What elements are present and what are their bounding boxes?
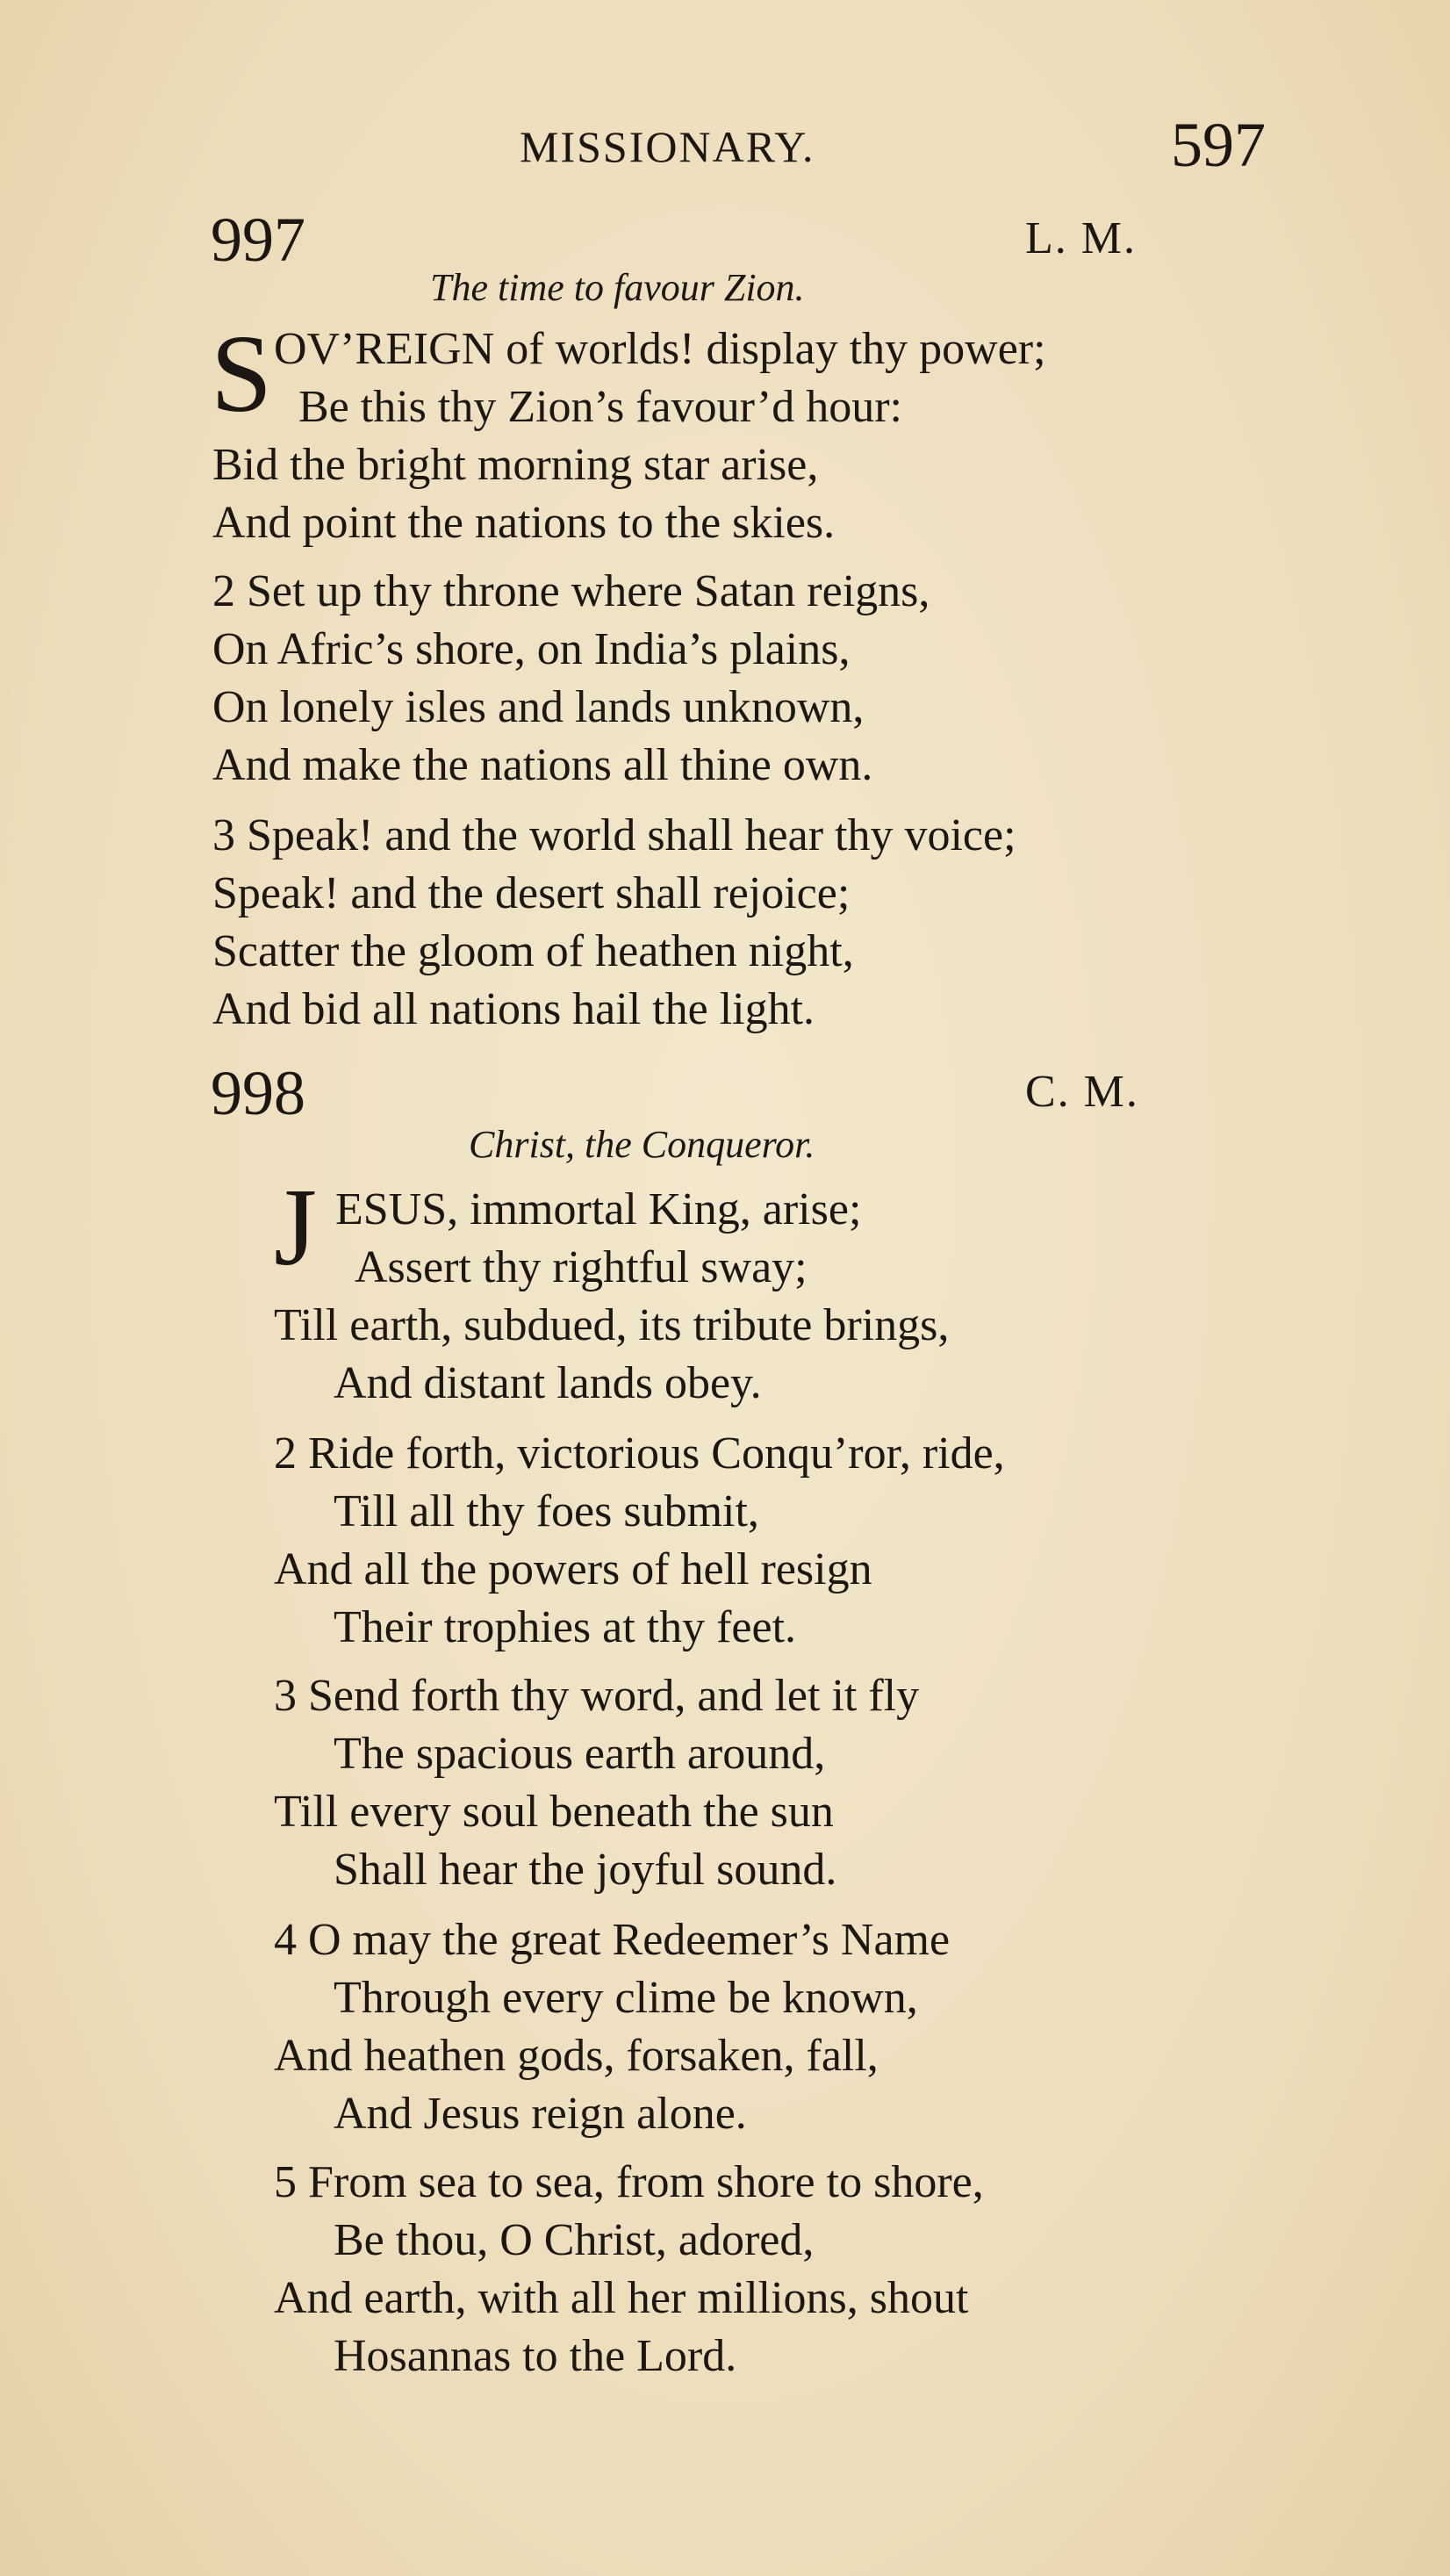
- hymn-line: On Afric’s shore, on India’s plains,: [212, 624, 851, 674]
- hymn-meter: C. M.: [1025, 1067, 1139, 1117]
- hymn-line: Be thou, O Christ, adored,: [334, 2215, 815, 2265]
- hymn-line: Their trophies at thy feet.: [334, 1602, 797, 1652]
- hymn-line: 2 Ride forth, victorious Conqu’ror, ride,: [274, 1428, 1005, 1479]
- hymn-line: Through every clime be known,: [334, 1973, 918, 2023]
- hymn-line: Be this thy Zion’s favour’d hour:: [298, 382, 902, 432]
- hymn-line: And earth, with all her millions, shout: [274, 2273, 969, 2323]
- hymn-title: The time to favour Zion.: [430, 266, 805, 309]
- running-head: MISSIONARY.: [520, 122, 815, 171]
- page-number: 597: [1171, 110, 1266, 180]
- hymn-line: 5 From sea to sea, from shore to shore,: [274, 2157, 984, 2207]
- hymn-line: And heathen gods, forsaken, fall,: [274, 2031, 879, 2081]
- hymn-line: 3 Speak! and the world shall hear thy voice;: [212, 810, 1016, 860]
- hymn-title: Christ, the Conqueror.: [469, 1123, 815, 1166]
- hymn-line: And make the nations all thine own.: [212, 740, 873, 790]
- hymn-line: Shall hear the joyful sound.: [334, 1845, 837, 1895]
- hymn-number: 998: [211, 1058, 305, 1128]
- hymn-line: 2 Set up thy throne where Satan reigns,: [212, 566, 930, 616]
- hymn-line: The spacious earth around,: [334, 1729, 826, 1779]
- hymn-line: And bid all nations hail the light.: [212, 984, 815, 1034]
- hymn-line: Speak! and the desert shall rejoice;: [212, 868, 851, 918]
- hymn-line: Till every soul beneath the sun: [274, 1787, 834, 1837]
- hymn-line: OV’REIGN of worlds! display thy power;: [274, 324, 1046, 374]
- hymn-line: ESUS, immortal King, arise;: [335, 1184, 862, 1234]
- hymn-number: 997: [211, 205, 305, 275]
- hymn-meter: L. M.: [1025, 213, 1137, 263]
- hymn-line: Assert thy rightful sway;: [355, 1242, 808, 1292]
- hymn-line: Scatter the gloom of heathen night,: [212, 926, 854, 976]
- hymn-line: Till earth, subdued, its tribute brings,: [274, 1300, 950, 1350]
- hymn-line: 3 Send forth thy word, and let it fly: [274, 1671, 920, 1721]
- hymn-line: Bid the bright morning star arise,: [212, 440, 819, 490]
- hymn-line: 4 O may the great Redeemer’s Name: [274, 1915, 951, 1965]
- drop-cap: S: [211, 313, 273, 435]
- drop-cap: J: [274, 1167, 318, 1289]
- hymn-line: And distant lands obey.: [334, 1358, 762, 1408]
- hymn-line: Till all thy foes submit,: [334, 1486, 759, 1536]
- hymn-line: Hosannas to the Lord.: [334, 2331, 737, 2381]
- hymn-line: On lonely isles and lands unknown,: [212, 682, 865, 732]
- hymn-line: And all the powers of hell resign: [274, 1544, 872, 1594]
- hymn-line: And point the nations to the skies.: [212, 498, 836, 548]
- hymn-line: And Jesus reign alone.: [334, 2089, 747, 2139]
